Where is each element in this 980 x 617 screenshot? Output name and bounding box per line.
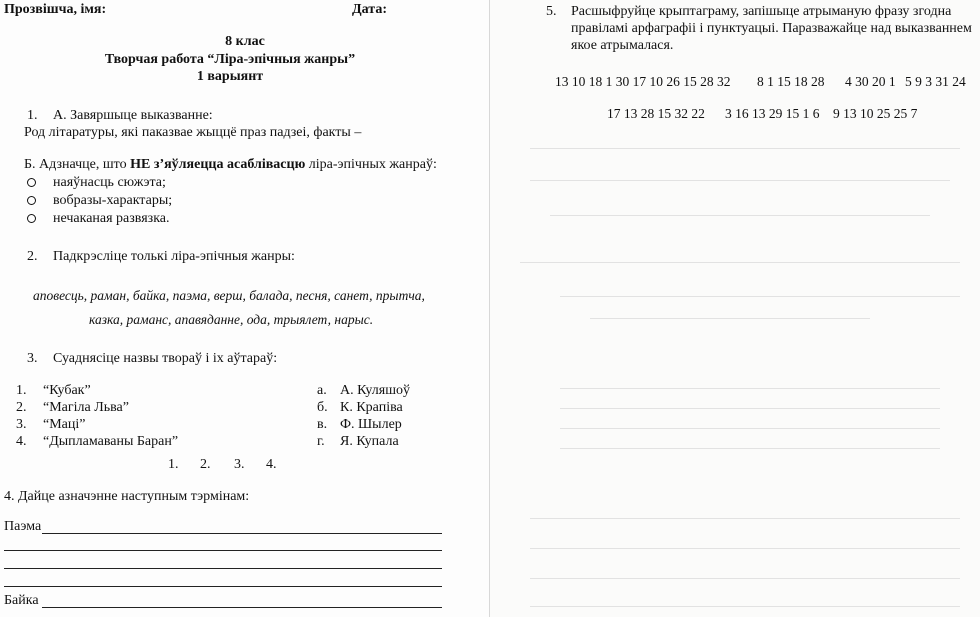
q3-work-number: 2. — [16, 400, 27, 415]
radio-circle-icon — [27, 178, 36, 187]
show-through-mark — [530, 180, 950, 181]
q2-number: 2. — [27, 249, 38, 264]
q3-answer-slot[interactable]: 4. — [266, 457, 277, 472]
q4-prompt: 4. Дайце азначэнне наступным тэрмінам: — [4, 489, 250, 504]
show-through-mark — [550, 215, 930, 216]
answer-line[interactable] — [4, 568, 442, 569]
q3-work-number: 3. — [16, 417, 27, 432]
q3-prompt: Суаднясіце назвы твораў і іх аўтараў: — [53, 351, 278, 366]
answer-line[interactable] — [42, 607, 442, 608]
show-through-mark — [530, 148, 960, 149]
q2-genres-line1[interactable]: аповесць, раман, байка, паэма, верш, балада, песня, санет, прытча, — [33, 288, 425, 303]
q3-work-number: 4. — [16, 434, 27, 449]
show-through-mark — [530, 578, 960, 579]
right-page — [490, 0, 980, 617]
cryptogram-group: 9 13 10 25 25 7 — [833, 106, 918, 121]
cryptogram-group: 4 30 20 1 — [845, 74, 896, 89]
q3-work-title: “Кубак” — [43, 383, 91, 398]
radio-circle-icon — [27, 214, 36, 223]
q1-option[interactable]: вобразы-характары; — [0, 192, 300, 209]
q1-b-prompt: Б. Адзначце, што НЕ з’яўляецца асаблівасцю ліра-эпічных жанраў: — [24, 157, 437, 172]
grade-title: 8 клас — [225, 34, 265, 49]
show-through-mark — [560, 296, 960, 297]
q3-author-letter: б. — [317, 400, 328, 415]
show-through-mark — [560, 428, 940, 429]
answer-line[interactable] — [4, 550, 442, 551]
q3-answer-slot[interactable]: 3. — [234, 457, 245, 472]
q3-answer-slot[interactable]: 2. — [200, 457, 211, 472]
radio-circle-icon — [27, 196, 36, 205]
show-through-mark — [520, 262, 960, 263]
q1-a-text: Род літаратуры, які паказвае жыццё праз падзеі, факты – — [24, 125, 362, 140]
cryptogram-group: 3 16 13 29 15 1 6 — [725, 106, 820, 121]
q3-author-letter: а. — [317, 383, 327, 398]
show-through-mark — [530, 518, 960, 519]
show-through-mark — [530, 606, 960, 607]
q3-work-title: “Дыпламаваны Баран” — [43, 434, 179, 449]
q3-author-letter: г. — [317, 434, 325, 449]
show-through-mark — [560, 448, 940, 449]
cryptogram-group: 8 1 15 18 28 — [757, 74, 825, 89]
q3-author-name: А. Куляшоў — [340, 383, 410, 398]
q1-number: 1. — [27, 108, 38, 123]
q3-work-title: “Магіла Льва” — [43, 400, 129, 415]
q3-work-number: 1. — [16, 383, 27, 398]
answer-line[interactable] — [42, 533, 442, 534]
q5-line1: Расшыфруйце крыптаграму, запішыце атрыманую фразу згодна — [571, 4, 952, 19]
q3-author-name: К. Крапіва — [340, 400, 403, 415]
cryptogram-group: 5 9 3 31 24 — [905, 74, 966, 89]
cryptogram-group: 13 10 18 1 30 17 10 26 15 28 32 — [555, 74, 731, 89]
q5-line3: якое атрымалася. — [571, 38, 674, 53]
q3-work-title: “Маці” — [43, 417, 86, 432]
name-label: Прозвішча, імя: — [4, 2, 107, 17]
show-through-mark — [590, 318, 870, 319]
q3-author-letter: в. — [317, 417, 328, 432]
work-title: Творчая работа “Ліра-эпічныя жанры” — [104, 52, 356, 67]
q3-answer-slot[interactable]: 1. — [168, 457, 179, 472]
show-through-mark — [560, 408, 940, 409]
q1-option[interactable]: нечаканая развязка. — [0, 210, 300, 227]
answer-line[interactable] — [4, 586, 442, 587]
q4-term-label: Паэма — [4, 519, 42, 534]
q3-author-name: Я. Купала — [340, 434, 399, 449]
q4-term-label: Байка — [4, 593, 39, 608]
q3-author-name: Ф. Шылер — [340, 417, 402, 432]
q1-a-prompt: А. Завяршыце выказванне: — [53, 108, 213, 123]
variant-title: 1 варыянт — [196, 69, 264, 84]
q1-option[interactable]: наяўнасць сюжэта; — [0, 174, 300, 191]
q3-number: 3. — [27, 351, 38, 366]
q5-number: 5. — [546, 4, 557, 19]
q5-line2: правіламі арфаграфіі і пунктуацыі. Паразважайце над выказваннем — [571, 21, 972, 36]
show-through-mark — [560, 388, 940, 389]
q2-prompt: Падкрэсліце толькі ліра-эпічныя жанры: — [53, 249, 295, 264]
show-through-mark — [530, 548, 960, 549]
q2-genres-line2[interactable]: казка, раманс, апавяданне, ода, трыялет, нарыс. — [89, 312, 374, 327]
cryptogram-group: 17 13 28 15 32 22 — [607, 106, 705, 121]
date-label: Дата: — [352, 2, 387, 17]
